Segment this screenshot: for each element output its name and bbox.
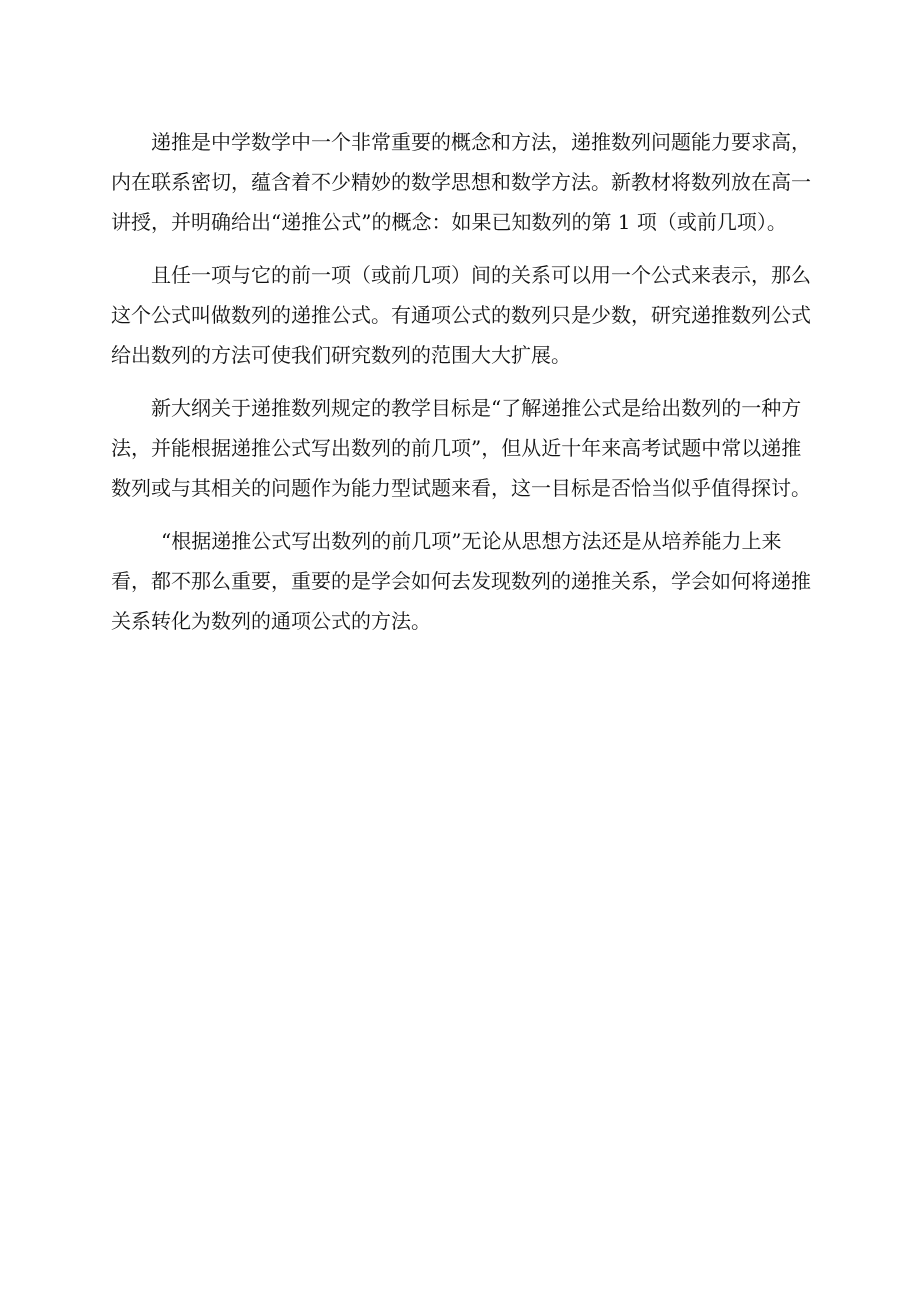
text-line: 内在联系密切，蕴含着不少精妙的数学思想和数学方法。新教材将数列放在高一 (111, 170, 811, 194)
text-line: 看，都不那么重要，重要的是学会如何去发现数列的递推关系，学会如何将递推 (111, 569, 811, 593)
document-body (111, 122, 823, 641)
paragraph-1 (111, 122, 823, 242)
text-line: 且任一项与它的前一项（或前几项）间的关系可以用一个公式来表示，那么 (151, 263, 811, 287)
text-line: 数列或与其相关的问题作为能力型试题来看，这一目标是否恰当似乎值得探讨。 (111, 476, 811, 500)
text-line: 新大纲关于递推数列规定的教学目标是“了解递推公式是给出数列的一种方 (151, 396, 802, 420)
paragraph-3 (111, 388, 823, 508)
text-line: 讲授，并明确给出“递推公式”的概念：如果已知数列的第 1 项（或前几项）。 (111, 210, 787, 234)
text-line: 关系转化为数列的通项公式的方法。 (111, 609, 431, 633)
text-line: 给出数列的方法可使我们研究数列的范围大大扩展。 (111, 343, 571, 367)
paragraph-4 (111, 521, 823, 641)
text-line: 法，并能根据递推公式写出数列的前几项”，但从近十年来高考试题中常以递推 (111, 436, 802, 460)
text-line: 递推是中学数学中一个非常重要的概念和方法，递推数列问题能力要求高， (151, 130, 811, 154)
paragraph-2 (111, 255, 823, 375)
text-line: “根据递推公式写出数列的前几项”无论从思想方法还是从培养能力上来 (161, 529, 782, 553)
text-line: 这个公式叫做数列的递推公式。有通项公式的数列只是少数，研究递推数列公式 (111, 303, 811, 327)
